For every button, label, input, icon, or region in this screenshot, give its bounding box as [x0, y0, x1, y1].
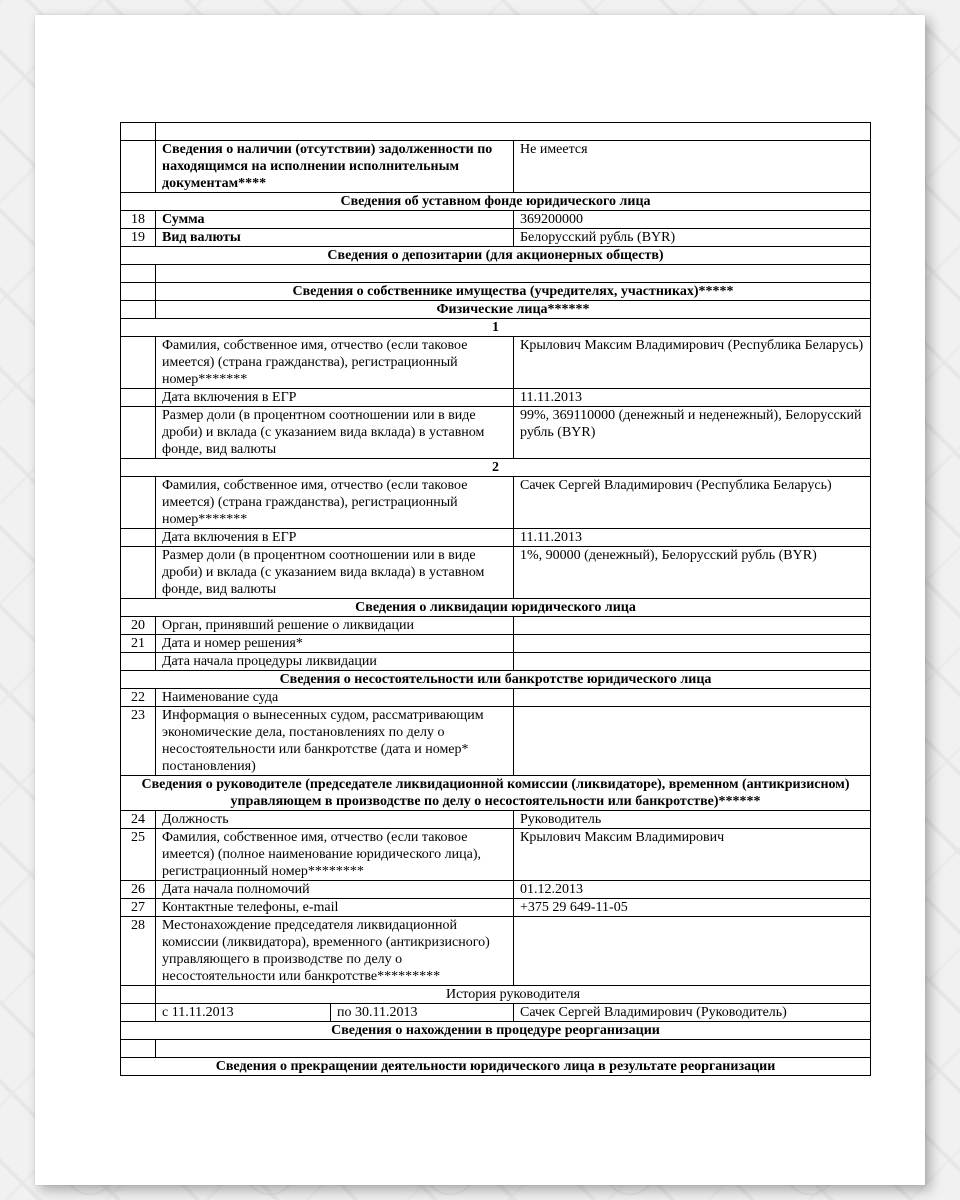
row-label-cell: Фамилия, собственное имя, отчество (если таковое имеется) (полное наименование юридического лица), регистрационный номер******** [156, 829, 514, 881]
table-row [121, 881, 871, 899]
row-number-cell: 18 [121, 211, 156, 229]
row-number-cell: 21 [121, 635, 156, 653]
history-to-cell: по 30.11.2013 [331, 1004, 514, 1022]
row-number-cell [121, 283, 156, 301]
row-number-cell [121, 123, 156, 141]
row-number-cell [121, 265, 156, 283]
table-row [121, 389, 871, 407]
registry-table-body [121, 123, 871, 1076]
table-row [121, 477, 871, 529]
table-row [121, 707, 871, 776]
row-label-cell: Сведения о наличии (отсутствии) задолженности по находящимся на исполнении исполнительным документам**** [156, 141, 514, 193]
section-row [121, 301, 871, 319]
section-row [121, 319, 871, 337]
section-title: Сведения о прекращении деятельности юридического лица в результате реорганизации [121, 1058, 871, 1076]
row-number-cell [121, 653, 156, 671]
table-row [121, 635, 871, 653]
section-row [121, 193, 871, 211]
table-row [121, 689, 871, 707]
row-value-cell: +375 29 649-11-05 [514, 899, 871, 917]
section-title: Сведения о нахождении в процедуре реорганизации [121, 1022, 871, 1040]
history-person-cell: Сачек Сергей Владимирович (Руководитель) [514, 1004, 871, 1022]
row-label-cell: Дата начала полномочий [156, 881, 514, 899]
row-number-cell [121, 1040, 156, 1058]
row-value-cell: 1%, 90000 (денежный), Белорусский рубль (BYR) [514, 547, 871, 599]
row-number-cell [121, 337, 156, 389]
section-row [121, 1022, 871, 1040]
row-value-cell: 11.11.2013 [514, 529, 871, 547]
row-number-cell: 26 [121, 881, 156, 899]
row-label-cell: Вид валюты [156, 229, 514, 247]
table-row [121, 229, 871, 247]
history-from-cell: с 11.11.2013 [156, 1004, 331, 1022]
empty-row [121, 123, 871, 141]
row-number-cell [121, 986, 156, 1004]
row-value-cell [514, 707, 871, 776]
row-number-cell: 19 [121, 229, 156, 247]
row-label-cell: Наименование суда [156, 689, 514, 707]
section-row [121, 459, 871, 477]
section-title: История руководителя [156, 986, 871, 1004]
row-number-cell: 22 [121, 689, 156, 707]
row-number-cell: 20 [121, 617, 156, 635]
row-label-cell: Дата включения в ЕГР [156, 529, 514, 547]
row-number-cell: 28 [121, 917, 156, 986]
row-value-cell: 01.12.2013 [514, 881, 871, 899]
section-row [121, 599, 871, 617]
row-number-cell [121, 1004, 156, 1022]
row-label-cell: Фамилия, собственное имя, отчество (если таковое имеется) (страна гражданства), регистрационный номер******* [156, 337, 514, 389]
row-number-cell [121, 301, 156, 319]
row-number-cell [121, 547, 156, 599]
row-value-cell [514, 689, 871, 707]
row-label-cell: Размер доли (в процентном соотношении или в виде дроби) и вклада (с указанием вида вклада) в уставном фонде, вид валюты [156, 547, 514, 599]
row-number-cell: 23 [121, 707, 156, 776]
row-number-cell [121, 141, 156, 193]
section-title: 2 [121, 459, 871, 477]
row-value-cell: Руководитель [514, 811, 871, 829]
row-label-cell: Размер доли (в процентном соотношении или в виде дроби) и вклада (с указанием вида вклада) в уставном фонде, вид валюты [156, 407, 514, 459]
row-label-cell: Дата включения в ЕГР [156, 389, 514, 407]
row-value-cell [514, 653, 871, 671]
section-row [121, 283, 871, 301]
row-number-cell: 24 [121, 811, 156, 829]
row-value-cell [514, 635, 871, 653]
row-value-cell: Крылович Максим Владимирович (Республика Беларусь) [514, 337, 871, 389]
table-row [121, 337, 871, 389]
section-title: Сведения о депозитарии (для акционерных обществ) [121, 247, 871, 265]
row-label-cell: Дата начала процедуры ликвидации [156, 653, 514, 671]
empty-row [121, 265, 871, 283]
table-row [121, 899, 871, 917]
table-row [121, 811, 871, 829]
section-row [121, 671, 871, 689]
row-value-cell [514, 617, 871, 635]
section-row [121, 986, 871, 1004]
section-title: Сведения о ликвидации юридического лица [121, 599, 871, 617]
row-label-cell: Дата и номер решения* [156, 635, 514, 653]
row-value-cell [514, 917, 871, 986]
history-row [121, 1004, 871, 1022]
section-title: 1 [121, 319, 871, 337]
section-row [121, 1058, 871, 1076]
row-label-cell: Сумма [156, 211, 514, 229]
row-number-cell: 27 [121, 899, 156, 917]
table-row [121, 617, 871, 635]
row-label-cell: Орган, принявший решение о ликвидации [156, 617, 514, 635]
row-label-cell: Местонахождение председателя ликвидационной комиссии (ликвидатора), временного (антикризисного) управляющего в производстве по делу о несостоятельности или банкротстве********* [156, 917, 514, 986]
row-number-cell [121, 529, 156, 547]
row-label-cell: Контактные телефоны, e-mail [156, 899, 514, 917]
table-row [121, 547, 871, 599]
section-row [121, 776, 871, 811]
table-row [121, 917, 871, 986]
table-row [121, 407, 871, 459]
section-title: Сведения об уставном фонде юридического лица [121, 193, 871, 211]
row-value-cell: 99%, 369110000 (денежный и неденежный), Белорусский рубль (BYR) [514, 407, 871, 459]
empty-row [121, 1040, 871, 1058]
row-number-cell [121, 477, 156, 529]
row-value-cell: Крылович Максим Владимирович [514, 829, 871, 881]
document-page [35, 15, 925, 1185]
row-value-cell: Белорусский рубль (BYR) [514, 229, 871, 247]
row-label-cell: Информация о вынесенных судом, рассматривающим экономические дела, постановлениях по делу о несостоятельности или банкротстве (дата и номер* постановления) [156, 707, 514, 776]
row-value-cell: Сачек Сергей Владимирович (Республика Беларусь) [514, 477, 871, 529]
row-number-cell [121, 407, 156, 459]
row-number-cell [121, 389, 156, 407]
section-title: Сведения о несостоятельности или банкротстве юридического лица [121, 671, 871, 689]
section-row [121, 247, 871, 265]
row-value-cell: Не имеется [514, 141, 871, 193]
table-row [121, 653, 871, 671]
row-number-cell: 25 [121, 829, 156, 881]
section-title: Физические лица****** [156, 301, 871, 319]
row-label-cell: Фамилия, собственное имя, отчество (если таковое имеется) (страна гражданства), регистрационный номер******* [156, 477, 514, 529]
section-title: Сведения о собственнике имущества (учредителях, участниках)***** [156, 283, 871, 301]
section-title: Сведения о руководителе (председателе ликвидационной комиссии (ликвидаторе), временном (антикризисном) управляющем в производстве по делу о несостоятельности или банкротстве)****** [121, 776, 871, 811]
empty-cell [156, 123, 871, 141]
table-row [121, 829, 871, 881]
table-row [121, 141, 871, 193]
row-value-cell: 11.11.2013 [514, 389, 871, 407]
empty-cell [156, 265, 871, 283]
registry-table [120, 122, 871, 1076]
table-row [121, 211, 871, 229]
empty-cell [156, 1040, 871, 1058]
table-row [121, 529, 871, 547]
row-value-cell: 369200000 [514, 211, 871, 229]
row-label-cell: Должность [156, 811, 514, 829]
